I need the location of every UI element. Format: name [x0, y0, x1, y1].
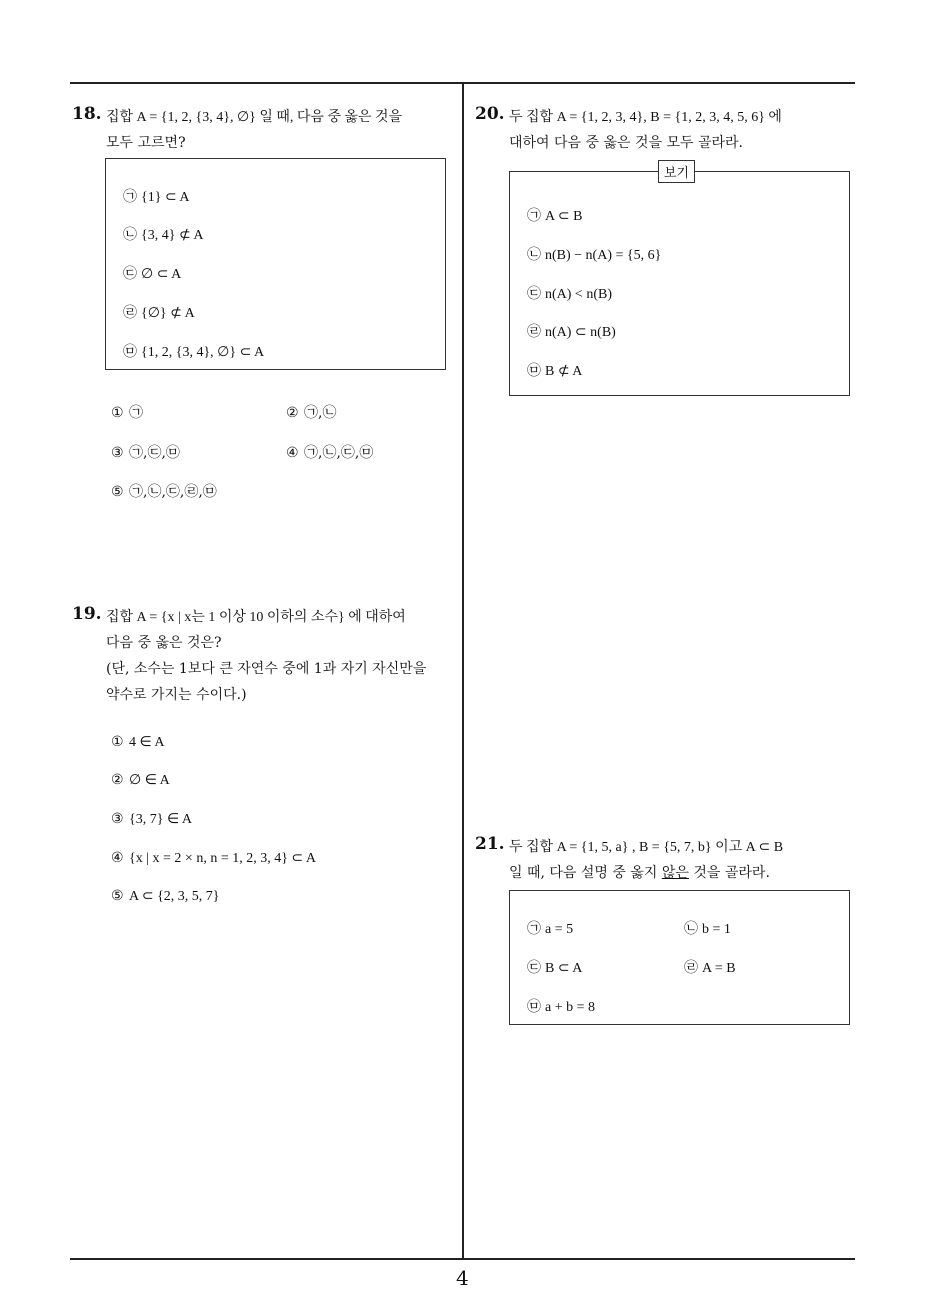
q18-choice-1[interactable]: [111, 402, 143, 422]
q19-stem-line3: (단, 소수는 1보다 큰 자연수 중에 1과 자기 자신만을: [106, 661, 427, 677]
q21-item-mark: ㉣: [684, 961, 698, 976]
q19-stem-line2: 다음 중 옳은 것은?: [106, 635, 222, 651]
choice-text: {3, 7} ∈ A: [129, 812, 192, 827]
q18-item-mark: ㉤: [123, 345, 137, 360]
q18-item-text: {3, 4} ⊄ A: [141, 228, 204, 243]
q21-item-mark: ㉠: [527, 922, 541, 937]
choice-text: ㉠,㉡: [304, 405, 337, 421]
q18-item-text: {1, 2, {3, 4}, ∅} ⊂ A: [141, 345, 265, 360]
q19-number: 19.: [72, 604, 102, 624]
choice-text: ㉠,㉡,㉢,㉣,㉤: [129, 484, 217, 500]
q18-choice-2[interactable]: [286, 402, 336, 422]
choice-number: ①: [111, 405, 124, 421]
q18-stem-line2: 모두 고르면?: [106, 135, 186, 151]
q18-item-text: ∅ ⊂ A: [141, 267, 182, 282]
q20-item-mark: ㉣: [527, 325, 541, 340]
q21-item-3: [527, 957, 582, 977]
q20-item-3: [527, 283, 612, 303]
choice-text: ㉠,㉢,㉤: [129, 445, 180, 461]
q19-choice-5[interactable]: [111, 888, 220, 905]
q21-item-4: [684, 957, 736, 977]
q20-item-1: [527, 205, 582, 225]
q21-stem-pre: 일 때, 다음 설명 중 옳지: [509, 865, 662, 881]
q18-item-text: {1} ⊂ A: [141, 190, 190, 205]
q21-item-2: [684, 918, 731, 938]
q21-item-5: [527, 996, 595, 1016]
q21-stem-line1: 두 집합 A = {1, 5, a} , B = {5, 7, b} 이고 A ⊂ B: [509, 840, 784, 855]
q21-item-mark: ㉤: [527, 1000, 541, 1015]
choice-text: ㉠: [129, 405, 143, 421]
q21-stem-emphasis: 않은: [661, 865, 689, 881]
q19-stem-line1: 집합 A = {x | x는 1 이상 10 이하의 소수} 에 대하여: [106, 610, 406, 625]
q19-choice-3[interactable]: [111, 811, 192, 828]
q21-item-1: [527, 918, 573, 938]
bottom-rule: [70, 1258, 855, 1260]
q18-item-mark: ㉢: [123, 267, 137, 282]
page-number: 4: [456, 1266, 469, 1290]
q21-item-text: a = 5: [545, 922, 574, 937]
q21-item-mark: ㉡: [684, 922, 698, 937]
choice-text: {x | x = 2 × n, n = 1, 2, 3, 4} ⊂ A: [129, 851, 316, 866]
q18-choice-3[interactable]: [111, 442, 180, 462]
q21-item-text: a + b = 8: [545, 1000, 596, 1015]
q20-item-mark: ㉢: [527, 287, 541, 302]
q20-item-2: [527, 244, 661, 264]
q18-item-1: [123, 186, 190, 206]
q19-choice-1[interactable]: [111, 734, 165, 751]
q20-item-text: n(A) < n(B): [545, 287, 612, 302]
q20-item-text: n(B) − n(A) = {5, 6}: [545, 248, 662, 263]
q20-stem-line1: 두 집합 A = {1, 2, 3, 4}, B = {1, 2, 3, 4, 5, 6} 에: [509, 110, 782, 125]
q20-item-mark: ㉠: [527, 209, 541, 224]
choice-number: ③: [111, 812, 124, 827]
q21-number: 21.: [475, 834, 505, 854]
q20-number: 20.: [475, 104, 505, 124]
q18-item-mark: ㉡: [123, 228, 137, 243]
q18-item-3: [123, 263, 181, 283]
choice-text: 4 ∈ A: [129, 735, 165, 750]
choice-text: A ⊂ {2, 3, 5, 7}: [129, 889, 220, 904]
choice-number: ④: [111, 851, 124, 866]
q20-item-4: [527, 321, 616, 341]
choice-number: ④: [286, 445, 299, 461]
q18-item-mark: ㉣: [123, 306, 137, 321]
choice-number: ⑤: [111, 484, 124, 500]
choice-number: ③: [111, 445, 124, 461]
q19-choice-2[interactable]: [111, 772, 170, 789]
q21-stem-post: 것을 골라라.: [688, 865, 770, 881]
q19-choice-4[interactable]: [111, 850, 316, 867]
choice-number: ②: [111, 773, 124, 788]
q20-item-5: [527, 360, 582, 380]
q18-item-2: [123, 224, 204, 244]
q18-choice-5[interactable]: [111, 481, 217, 501]
q21-item-mark: ㉢: [527, 961, 541, 976]
q18-choice-4[interactable]: [286, 442, 373, 462]
q20-item-text: A ⊂ B: [545, 209, 583, 224]
q18-stem-line1: 집합 A = {1, 2, {3, 4}, ∅} 일 때, 다음 중 옳은 것을: [106, 110, 403, 125]
column-divider: [462, 82, 464, 1259]
q18-item-5: [123, 341, 264, 361]
q18-item-mark: ㉠: [123, 190, 137, 205]
q19-stem-line4: 약수로 가지는 수이다.): [106, 687, 247, 703]
choice-number: ①: [111, 735, 124, 750]
choice-text: ㉠,㉡,㉢,㉤: [304, 445, 374, 461]
choice-number: ⑤: [111, 889, 124, 904]
q20-item-mark: ㉡: [527, 248, 541, 263]
q18-item-4: [123, 302, 195, 322]
q20-item-text: B ⊄ A: [545, 364, 583, 379]
q20-stem-line2: 대하여 다음 중 옳은 것을 모두 골라라.: [509, 135, 744, 151]
q20-item-mark: ㉤: [527, 364, 541, 379]
q20-bogi-label: 보기: [658, 160, 695, 183]
q18-number: 18.: [72, 104, 102, 124]
choice-text: ∅ ∈ A: [129, 773, 170, 788]
q21-item-text: B ⊂ A: [545, 961, 583, 976]
q20-item-text: n(A) ⊂ n(B): [545, 325, 616, 340]
q21-item-text: b = 1: [702, 922, 731, 937]
q21-item-text: A = B: [702, 961, 736, 976]
q18-item-text: {∅} ⊄ A: [141, 306, 195, 321]
q21-stem-line2: [509, 862, 770, 882]
choice-number: ②: [286, 405, 299, 421]
